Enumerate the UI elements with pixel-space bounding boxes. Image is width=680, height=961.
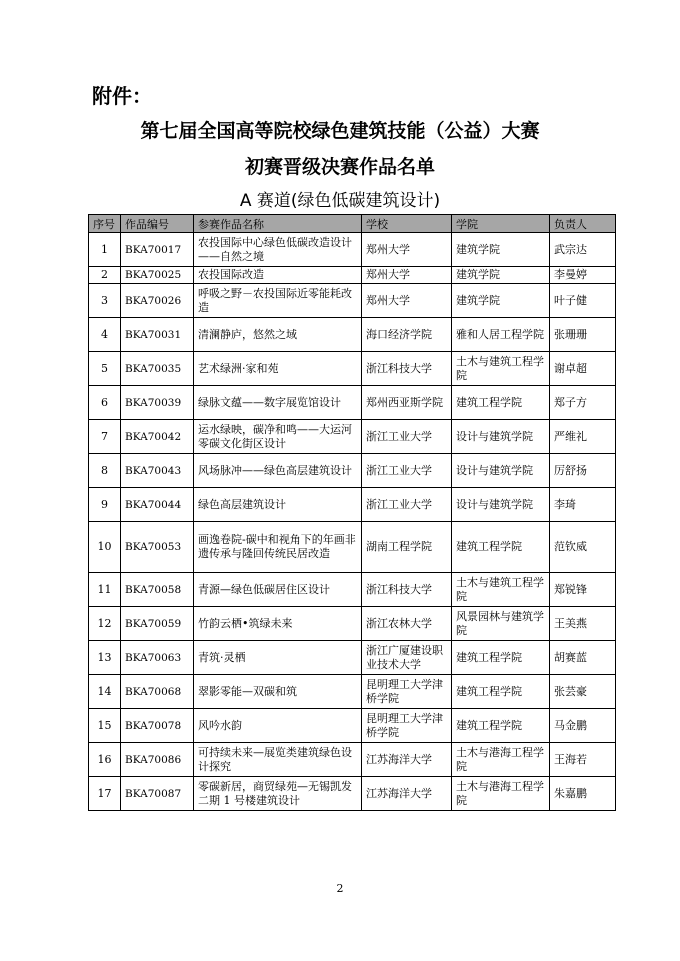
cell-name: 风吟水韵 — [194, 709, 362, 743]
cell-code: BKA70087 — [121, 777, 194, 811]
cell-code: BKA70042 — [121, 420, 194, 454]
table-row — [89, 573, 616, 607]
cell-name: 运水绿映，碳净和鸣——大运河零碳文化街区设计 — [194, 420, 362, 454]
table-row — [89, 386, 616, 420]
cell-name: 可持续未来—展览类建筑绿色设计探究 — [194, 743, 362, 777]
cell-code: BKA70063 — [121, 641, 194, 675]
cell-code: BKA70059 — [121, 607, 194, 641]
cell-code: BKA70017 — [121, 233, 194, 267]
cell-leader: 范钦威 — [550, 522, 616, 573]
cell-college: 建筑工程学院 — [452, 386, 550, 420]
table-row — [89, 709, 616, 743]
cell-name: 艺术绿洲·家和苑 — [194, 352, 362, 386]
cell-college: 建筑学院 — [452, 267, 550, 284]
cell-name: 画逸卷院-碳中和视角下的年画非遗传承与隆回传统民居改造 — [194, 522, 362, 573]
table-row — [89, 454, 616, 488]
cell-college: 建筑学院 — [452, 284, 550, 318]
table-row — [89, 420, 616, 454]
cell-school: 浙江农林大学 — [362, 607, 452, 641]
cell-college: 设计与建筑学院 — [452, 488, 550, 522]
cell-code: BKA70039 — [121, 386, 194, 420]
cell-leader: 张珊珊 — [550, 318, 616, 352]
cell-school: 湖南工程学院 — [362, 522, 452, 573]
table-row — [89, 743, 616, 777]
cell-school: 昆明理工大学津桥学院 — [362, 675, 452, 709]
cell-code: BKA70044 — [121, 488, 194, 522]
cell-no: 11 — [89, 573, 121, 607]
cell-school: 郑州大学 — [362, 233, 452, 267]
table-row — [89, 641, 616, 675]
cell-school: 浙江工业大学 — [362, 420, 452, 454]
table-row — [89, 233, 616, 267]
cell-code: BKA70078 — [121, 709, 194, 743]
cell-school: 浙江工业大学 — [362, 454, 452, 488]
cell-college: 建筑工程学院 — [452, 709, 550, 743]
table-row — [89, 607, 616, 641]
cell-school: 海口经济学院 — [362, 318, 452, 352]
cell-no: 14 — [89, 675, 121, 709]
cell-college: 土木与建筑工程学院 — [452, 352, 550, 386]
cell-leader: 厉舒扬 — [550, 454, 616, 488]
cell-school: 郑州大学 — [362, 267, 452, 284]
table-row — [89, 284, 616, 318]
cell-school: 浙江工业大学 — [362, 488, 452, 522]
cell-name: 青筑·灵栖 — [194, 641, 362, 675]
cell-school: 江苏海洋大学 — [362, 777, 452, 811]
finalists-table — [88, 214, 616, 811]
cell-code: BKA70053 — [121, 522, 194, 573]
table-row — [89, 777, 616, 811]
column-header-leader: 负责人 — [550, 215, 616, 233]
cell-college: 建筑学院 — [452, 233, 550, 267]
cell-college: 设计与建筑学院 — [452, 454, 550, 488]
cell-name: 风场脉冲——绿色高层建筑设计 — [194, 454, 362, 488]
cell-code: BKA70035 — [121, 352, 194, 386]
cell-school: 浙江广厦建设职业技术大学 — [362, 641, 452, 675]
cell-leader: 郑锐锋 — [550, 573, 616, 607]
cell-school: 浙江科技大学 — [362, 573, 452, 607]
cell-college: 建筑工程学院 — [452, 641, 550, 675]
document-title: 第七届全国高等院校绿色建筑技能（公益）大赛 — [140, 120, 540, 142]
cell-no: 13 — [89, 641, 121, 675]
cell-college: 建筑工程学院 — [452, 675, 550, 709]
cell-leader: 朱嘉鹏 — [550, 777, 616, 811]
cell-name: 竹韵云栖•筑绿未来 — [194, 607, 362, 641]
cell-no: 9 — [89, 488, 121, 522]
table-body — [89, 233, 616, 811]
cell-college: 设计与建筑学院 — [452, 420, 550, 454]
table-row — [89, 267, 616, 284]
cell-leader: 郑子方 — [550, 386, 616, 420]
table-row — [89, 675, 616, 709]
cell-leader: 李琦 — [550, 488, 616, 522]
column-header-no: 序号 — [89, 215, 121, 233]
cell-college: 风景园林与建筑学院 — [452, 607, 550, 641]
cell-code: BKA70031 — [121, 318, 194, 352]
cell-name: 翠影零能—双碳和筑 — [194, 675, 362, 709]
cell-name: 清澜静庐，悠然之域 — [194, 318, 362, 352]
cell-code: BKA70026 — [121, 284, 194, 318]
column-header-college: 学院 — [452, 215, 550, 233]
cell-code: BKA70025 — [121, 267, 194, 284]
table-row — [89, 318, 616, 352]
cell-no: 2 — [89, 267, 121, 284]
cell-college: 土木与港海工程学院 — [452, 743, 550, 777]
cell-college: 土木与建筑工程学院 — [452, 573, 550, 607]
cell-leader: 严维礼 — [550, 420, 616, 454]
cell-leader: 王美燕 — [550, 607, 616, 641]
cell-leader: 叶子健 — [550, 284, 616, 318]
cell-code: BKA70058 — [121, 573, 194, 607]
cell-code: BKA70068 — [121, 675, 194, 709]
cell-no: 3 — [89, 284, 121, 318]
cell-no: 1 — [89, 233, 121, 267]
cell-school: 浙江科技大学 — [362, 352, 452, 386]
cell-leader: 武宗达 — [550, 233, 616, 267]
table-row — [89, 522, 616, 573]
cell-name: 青源—绿色低碳居住区设计 — [194, 573, 362, 607]
cell-leader: 李曼婷 — [550, 267, 616, 284]
cell-name: 绿脉文蕴——数字展览馆设计 — [194, 386, 362, 420]
column-header-school: 学校 — [362, 215, 452, 233]
cell-no: 17 — [89, 777, 121, 811]
page-number: 2 — [336, 882, 344, 895]
cell-leader: 张芸豪 — [550, 675, 616, 709]
table-row — [89, 488, 616, 522]
column-header-code: 作品编号 — [121, 215, 194, 233]
cell-leader: 王海若 — [550, 743, 616, 777]
cell-leader: 胡赛蓝 — [550, 641, 616, 675]
cell-no: 5 — [89, 352, 121, 386]
cell-college: 建筑工程学院 — [452, 522, 550, 573]
cell-code: BKA70086 — [121, 743, 194, 777]
table-row — [89, 352, 616, 386]
cell-leader: 马金鹏 — [550, 709, 616, 743]
cell-no: 10 — [89, 522, 121, 573]
cell-name: 零碳新居，商贸绿苑—无锡凯发二期 1 号楼建筑设计 — [194, 777, 362, 811]
cell-no: 8 — [89, 454, 121, 488]
cell-leader: 谢卓超 — [550, 352, 616, 386]
cell-school: 江苏海洋大学 — [362, 743, 452, 777]
cell-name: 绿色高层建筑设计 — [194, 488, 362, 522]
track-title: A 赛道(绿色低碳建筑设计) — [239, 191, 441, 211]
cell-name: 农投国际中心绿色低碳改造设计——自然之境 — [194, 233, 362, 267]
cell-school: 昆明理工大学津桥学院 — [362, 709, 452, 743]
cell-school: 郑州大学 — [362, 284, 452, 318]
cell-code: BKA70043 — [121, 454, 194, 488]
cell-no: 7 — [89, 420, 121, 454]
table-header-row — [89, 215, 616, 233]
cell-college: 土木与港海工程学院 — [452, 777, 550, 811]
cell-school: 郑州西亚斯学院 — [362, 386, 452, 420]
cell-name: 呼吸之野－农投国际近零能耗改造 — [194, 284, 362, 318]
cell-no: 6 — [89, 386, 121, 420]
cell-college: 雅和人居工程学院 — [452, 318, 550, 352]
attachment-label: 附件： — [92, 84, 152, 108]
cell-no: 12 — [89, 607, 121, 641]
cell-no: 4 — [89, 318, 121, 352]
cell-no: 15 — [89, 709, 121, 743]
column-header-name: 参赛作品名称 — [194, 215, 362, 233]
cell-name: 农投国际改造 — [194, 267, 362, 284]
document-subtitle: 初赛晋级决赛作品名单 — [244, 156, 435, 178]
cell-no: 16 — [89, 743, 121, 777]
